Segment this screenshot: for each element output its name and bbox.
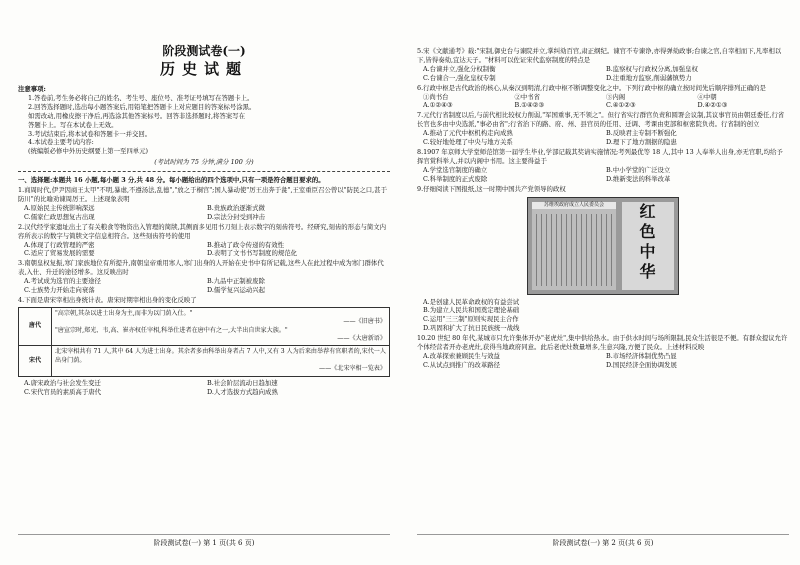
note-item: 3.考试结束后,将本试卷和答题卡一并交回。 xyxy=(28,129,152,138)
option[interactable]: C.运用"三三制"原则实现民主合作 xyxy=(423,315,519,324)
item: ④中朝 xyxy=(697,92,717,101)
option[interactable]: A.是创建人民革命政权的有益尝试 xyxy=(423,297,520,306)
table-source: ——《北宋宰相一览表》 xyxy=(318,365,386,373)
option[interactable]: B.九品中正制被废除 xyxy=(207,277,265,286)
newspaper-article xyxy=(532,202,616,290)
newspaper-text-lines xyxy=(536,214,612,286)
option[interactable]: B.中小学堂的广泛设立 xyxy=(606,165,671,174)
question-10: 10.20 世纪 80 年代,某城市只允许集体开办"老虎灶",集中供给热水。由于供水时间与场所限制,民众生活很是不便。有群众提议允许个体经营者开办老虎灶,获得当地政府同意。此后老虎灶数量增多,生意兴隆,方便了民众。上述材料反映 xyxy=(417,334,788,352)
divider xyxy=(18,171,390,172)
table-cell xyxy=(52,346,390,376)
masthead-char: 色 xyxy=(639,221,657,241)
note-item: 1.答卷前,考生务必将自己的姓名、考生号、座位号、准考证号填写在答题卡上。 xyxy=(28,93,254,102)
question-8-options xyxy=(417,166,789,184)
question-2-options xyxy=(18,241,390,259)
table-era-label: 宋代 xyxy=(19,346,52,376)
option[interactable]: A.原始民主传统影响深远 xyxy=(24,203,95,212)
option[interactable]: D.巩固和扩大了抗日民族统一战线 xyxy=(423,324,520,333)
page-2 xyxy=(417,46,789,548)
table-quote: "唐宣宗时,郑光、韦,高、崔亦权任宰相,科举仕进者在唐中有之一,大半出自世家大族。" xyxy=(55,326,288,334)
option[interactable]: C.士族势力开始走向衰落 xyxy=(24,286,95,295)
option[interactable]: C.宋代官员的素质高于唐代 xyxy=(24,387,101,396)
option[interactable]: B.推动了政令传递的有效性 xyxy=(207,240,285,249)
question-6: 6.行政中枢是古代政治的核心,从秦汉到明清,行政中枢不断调整变化之中。下列行政中枢的确立按时间先后顺序排列正确的是 xyxy=(417,83,766,92)
page-footer: 阶段测试卷(一) 第 2 页(共 6 页) xyxy=(417,534,789,548)
option[interactable]: A.改革探索兼顾民生与效益 xyxy=(423,351,500,360)
question-10-options xyxy=(417,352,789,370)
note-item: (统编版必修中外历史纲要上第一至四单元) xyxy=(28,147,149,156)
option[interactable]: A.台谏并立,强化分权制衡 xyxy=(423,64,496,73)
notes-heading: 注意事项: xyxy=(18,85,46,93)
masthead-char: 红 xyxy=(639,201,657,221)
option[interactable]: D.④②①③ xyxy=(697,101,728,110)
option[interactable]: D.人才选拔方式趋向成熟 xyxy=(207,387,278,396)
table-era-label: 唐代 xyxy=(19,307,52,346)
newspaper-headline: 苏维埃政府成立人民委员会 xyxy=(532,202,616,209)
newspaper-masthead xyxy=(622,202,674,290)
table-row xyxy=(19,307,390,346)
table-quote: "高宗朝,其杂以进士出身为主,而非为以门荫入仕。" xyxy=(55,309,193,317)
question-1: 1.商周时代,伊尹因商王太甲"不明,暴虐,不遵汤法,乱德","放之于桐宫";国人暴动使"厉王出奔于彘",王室重臣召公曾以"防民之口,甚于防川"的比喻劝谏周厉王。上述现象表明 xyxy=(18,186,387,203)
item: ③内阁 xyxy=(606,92,626,101)
time-limit: (考试时间为 75 分钟,满分 100 分) xyxy=(154,158,254,167)
option[interactable]: A.推动了元代中枢机构走向成熟 xyxy=(423,129,513,138)
note-item: 答题卡上。写在本试卷上无效。 xyxy=(28,120,118,129)
option[interactable]: C.台谏合一,强化皇权专制 xyxy=(423,73,496,82)
option[interactable]: C.儒家仁政思想复古出现 xyxy=(24,212,95,221)
option[interactable]: D.表明了文书书写制度的规范化 xyxy=(207,249,298,258)
table-quote: 北宋宰相共有 71 人,其中 64 人为进士出身。其余者多由科举出身者占 7 人中,又有 3 人为后来由举荐有官职者的,宋代一人出身门荫。 xyxy=(55,348,386,364)
exam-series-title: 阶段测试卷(一) xyxy=(162,44,246,58)
masthead-char: 华 xyxy=(639,261,657,281)
option[interactable]: B.社会阶层流动日趋加速 xyxy=(207,378,278,387)
option[interactable]: A.唐宋政治与社会发生变迁 xyxy=(24,378,101,387)
option[interactable]: C.④①②③ xyxy=(606,101,636,110)
option[interactable]: D.国民经济全面协调发展 xyxy=(606,360,677,369)
question-9-options xyxy=(417,298,789,334)
note-item: 如需改动,用橡皮擦干净后,再选涂其他答案标号。回答非选择题时,将答案写在 xyxy=(28,111,245,120)
question-5: 5.宋《文献通考》载:"宋制,御史台与谏院并立,掌纠劾百官,肃正纲纪。谏官不专谏诤,亦得弹劾政事;台谏之官,自宰相而下,凡率相以下,皆得奏劾,宜达天子。"材料可以佐证宋代监察制度的特点是 xyxy=(417,47,782,64)
table-source: ——《旧唐书》 xyxy=(343,318,386,326)
page-1 xyxy=(18,38,390,548)
option[interactable]: A.①②④③ xyxy=(423,101,453,110)
question-2: 2.汉代经学家遗址出土了有关粮食等物资出入管理的简牍,其侧面多见用书刀刻上表示数字的刻齿符号。经研究,刻齿的形态与简文内容所表示的数字与简牍文字信息相符合。这些刻齿符号的使用 xyxy=(18,222,387,240)
option[interactable]: A.考试成为选官的主要途径 xyxy=(24,277,101,286)
section-heading: 一、选择题:本题共 16 小题,每小题 3 分,共 48 分。每小题给出的四个选项中,只有一项是符合题目要求的。 xyxy=(18,176,325,185)
table-row xyxy=(19,346,390,376)
question-3-options xyxy=(18,277,390,295)
exam-subject-title: 历史试题 xyxy=(159,60,248,78)
note-item: 2.回答选择题时,选出每小题答案后,用铅笔把答题卡上对应题目的答案标号涂黑。 xyxy=(28,102,256,111)
question-9: 9.仔细阅读下图报纸,这一时期中国共产党领导的政权 xyxy=(417,184,566,193)
option[interactable]: A.学堂选官制度的确立 xyxy=(423,165,488,174)
option[interactable]: C.适应了贸易发展的需要 xyxy=(24,249,95,258)
question-8: 8.1907 年京师大学堂师范馆第一届学生毕业,学部记载其奖请实施情况;考列最优等 18 人,其中 13 人奉举人出身,亦无官职,均给予挥官赏科举人,并以内阁中书用。这主要得益于 xyxy=(417,147,783,165)
question-5-options xyxy=(417,65,789,83)
item: ①尚书台 xyxy=(423,92,449,101)
option[interactable]: B.①④②③ xyxy=(514,101,545,110)
option[interactable]: C.科举制度的正式废除 xyxy=(423,174,488,183)
question-4-table xyxy=(18,307,390,377)
option[interactable]: B.市场经济体制优势凸显 xyxy=(606,351,677,360)
table-cell xyxy=(52,307,390,346)
option[interactable]: D.注重地方监察,削弱藩镇势力 xyxy=(606,73,692,82)
question-4: 4.下面是唐宋宰相出身统计表。唐宋时期宰相出身的变化反映了 xyxy=(18,295,197,304)
note-item: 4.本试卷主要考试内容: xyxy=(28,138,94,147)
masthead-char: 中 xyxy=(639,241,657,261)
option[interactable]: B.为建立人民共和国奠定理论基础 xyxy=(423,306,520,315)
question-7: 7.元代行省制度以后,与前代相比较权力削弱,"军国重事,无不领之"。但行省实行群官负责和圆署会议制,其议事官员由朝廷委任,行省长官也多由中央选派,"事必由省";行省治下的路、府、州、县官员的任用、迁调、考课由吏部和枢密院负责。行省制的创立 xyxy=(417,111,785,129)
option[interactable]: C.从试点到推广的改革路径 xyxy=(423,360,500,369)
option[interactable]: B.监察权与行政权分离,加强皇权 xyxy=(606,64,698,73)
question-3: 3.南朝皇权复振,寒门家族地位有所提升,南朝皇帝重用寒人,寒门出身的人开始在史书中有所记载,这些人在此过程中成为寒门群体代表,入仕、升迁的途径增多。这反映出时 xyxy=(18,259,384,277)
option[interactable]: B.贵族政治逐渐式微 xyxy=(207,203,265,212)
option[interactable]: D.维新变法的科举改革 xyxy=(606,174,671,183)
item: ②中书省 xyxy=(514,92,541,101)
option[interactable]: C.较好地处理了中央与地方关系 xyxy=(423,138,513,147)
question-6-options xyxy=(417,101,789,110)
page-footer: 阶段测试卷(一) 第 1 页(共 6 页) xyxy=(18,534,390,548)
question-1-options xyxy=(18,204,390,222)
option[interactable]: D.理下了地方割据的隐患 xyxy=(606,138,677,147)
question-6-items xyxy=(417,93,789,102)
question-4-options xyxy=(18,379,390,397)
table-source: ——《大唐新语》 xyxy=(337,335,386,343)
newspaper-image xyxy=(527,197,679,295)
option[interactable]: A.体现了行政管理的严密 xyxy=(24,240,95,249)
option[interactable]: D.儒学复兴运动兴起 xyxy=(207,286,266,295)
option[interactable]: D.宗法分封受到冲击 xyxy=(207,212,266,221)
question-7-options xyxy=(417,129,789,147)
option[interactable]: B.反映君主专制不断强化 xyxy=(606,129,677,138)
